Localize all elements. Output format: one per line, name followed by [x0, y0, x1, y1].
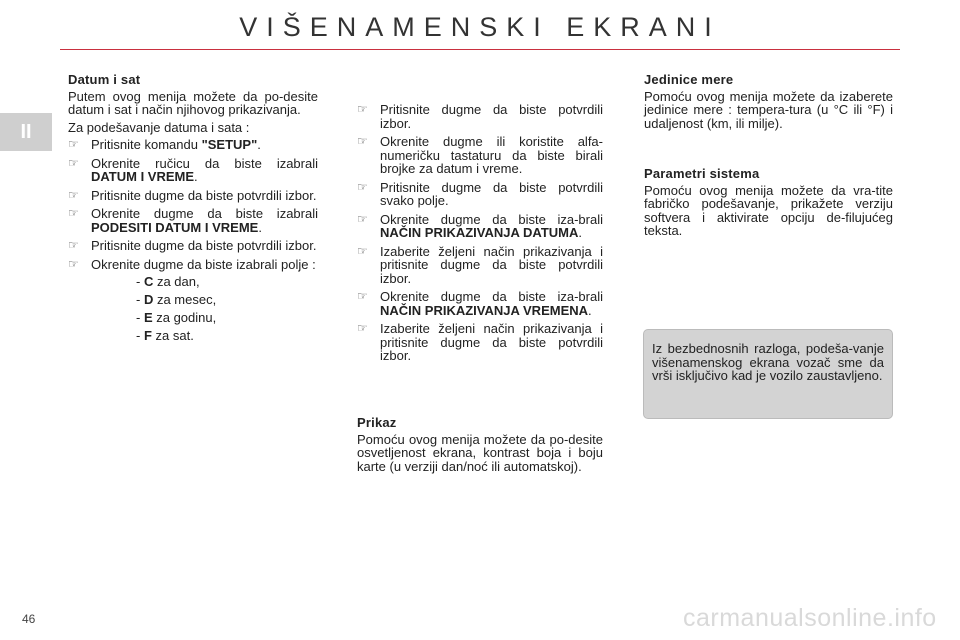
safety-note-box	[643, 329, 893, 419]
step-item	[357, 181, 603, 208]
pointing-hand-icon: ☞	[357, 102, 368, 116]
pointing-hand-icon: ☞	[357, 321, 368, 335]
field-letter: E	[143, 310, 153, 325]
section-tab	[0, 113, 52, 151]
pointing-hand-icon: ☞	[68, 155, 79, 170]
section-display	[357, 416, 603, 477]
step-text: Okrenite dugme da biste iza-brali	[380, 289, 603, 304]
step-emphasis: NAČIN PRIKAZIVANJA DATUMA	[380, 225, 579, 240]
field-text: za sat.	[151, 328, 194, 343]
field-text: za dan,	[153, 274, 200, 289]
step-item	[68, 207, 318, 234]
field-item: - D za mesec,	[136, 292, 217, 307]
field-list	[91, 275, 318, 342]
step-text: Okrenite dugme da biste iza-brali	[380, 211, 603, 227]
step-item	[68, 138, 318, 152]
title-divider	[60, 49, 900, 50]
field-letter: F	[143, 328, 152, 343]
step-text: Pritisnite dugme da biste potvrdili svako polje.	[380, 179, 603, 208]
step-item	[357, 135, 603, 176]
date-format-steps	[357, 103, 603, 363]
step-emphasis: NAČIN PRIKAZIVANJA VREMENA	[380, 302, 589, 318]
date-time-steps	[68, 138, 318, 342]
section-heading-units: Jedinice mere	[644, 72, 734, 87]
pointing-hand-icon: ☞	[357, 134, 368, 148]
step-item	[357, 290, 603, 317]
units-text: Pomoću ovog menija možete da izaberete jedinice mere : tempera-tura (u °C ili °F) i udaljenost (km, ili milje).	[644, 88, 893, 131]
step-text: Okrenite dugme da biste izabrali	[91, 206, 318, 221]
step-emphasis: DATUM I VREME	[91, 169, 195, 184]
pointing-hand-icon: ☞	[68, 137, 79, 151]
step-tail: .	[588, 302, 592, 318]
column-steps-continued	[357, 103, 603, 368]
page-number: 46	[22, 612, 36, 626]
step-text: Pritisnite dugme da biste potvrdili izbor.	[91, 238, 317, 253]
step-emphasis: PODESITI DATUM I VREME	[91, 219, 259, 235]
field-letter: D	[143, 292, 154, 307]
field-item: - F za sat.	[136, 328, 194, 343]
system-text: Pomoću ovog menija možete da vra-tite fabričko podešavanje, prikažete verziju softvera i aktivirate opciju de-filujućeg teksta.	[644, 182, 893, 238]
watermark: carmanualsonline.info	[683, 604, 937, 632]
step-text: Okrenite dugme da biste izabrali polje :	[91, 256, 316, 272]
pointing-hand-icon: ☞	[357, 289, 368, 303]
step-item	[357, 322, 603, 363]
step-text: Pritisnite dugme da biste potvrdili izbor.	[91, 187, 317, 203]
step-item	[68, 157, 318, 184]
date-time-intro-2: Za podešavanje datuma i sata :	[68, 119, 250, 135]
step-tail: .	[258, 219, 262, 235]
pointing-hand-icon: ☞	[68, 206, 79, 220]
field-item: - E za godinu,	[136, 310, 217, 325]
section-heading-display: Prikaz	[357, 415, 397, 430]
section-heading-system: Parametri sistema	[644, 166, 760, 181]
pointing-hand-icon: ☞	[68, 187, 79, 202]
safety-note-text: Iz bezbednosnih razloga, podeša-vanje višenamenskog ekrana vozač sme da vrši isključivo kad je vozilo zaustavljeno.	[652, 341, 884, 383]
column-date-time	[68, 73, 318, 347]
pointing-hand-icon: ☞	[68, 238, 79, 252]
step-item	[357, 103, 603, 130]
step-item	[357, 213, 603, 240]
step-tail: .	[257, 137, 261, 152]
pointing-hand-icon: ☞	[357, 243, 368, 258]
step-tail: .	[194, 169, 198, 184]
step-text: Okrenite ručicu da biste izabrali	[91, 155, 318, 171]
column-units-system	[644, 73, 893, 242]
step-item	[68, 258, 318, 343]
field-text: za godinu,	[152, 310, 217, 325]
step-tail: .	[578, 225, 582, 240]
pointing-hand-icon: ☞	[68, 256, 79, 271]
step-item	[68, 239, 318, 253]
step-item	[68, 189, 318, 203]
section-tab-label: II	[20, 121, 32, 143]
step-text: Pritisnite komandu	[91, 137, 202, 152]
step-text: Izaberite željeni način prikazivanja i pritisnite dugme da biste potvrdili izbor.	[380, 243, 603, 286]
step-text: Pritisnite dugme da biste potvrdili izbor.	[380, 102, 603, 131]
page-title: VIŠENAMENSKI EKRANI	[239, 12, 721, 42]
step-emphasis: "SETUP"	[201, 137, 258, 152]
step-text: Izaberite željeni način prikazivanja i pritisnite dugme da biste potvrdili izbor.	[380, 321, 603, 363]
step-item	[357, 245, 603, 286]
field-item: - C za dan,	[136, 274, 200, 289]
section-heading-date-time: Datum i sat	[68, 72, 141, 87]
pointing-hand-icon: ☞	[357, 179, 368, 194]
field-letter: C	[143, 274, 154, 289]
display-text: Pomoću ovog menija možete da po-desite osvetljenost ekrana, kontrast boja i boju karte (u verziji dan/noć ili automatskoj).	[357, 431, 603, 474]
step-text: Okrenite dugme ili koristite alfa-numeričku tastaturu da biste birali brojke za datum i vreme.	[380, 134, 603, 176]
date-time-intro: Putem ovog menija možete da po-desite datum i sat i način njihovog prikazivanja.	[68, 88, 318, 117]
field-text: za mesec,	[153, 292, 217, 307]
pointing-hand-icon: ☞	[357, 211, 368, 226]
